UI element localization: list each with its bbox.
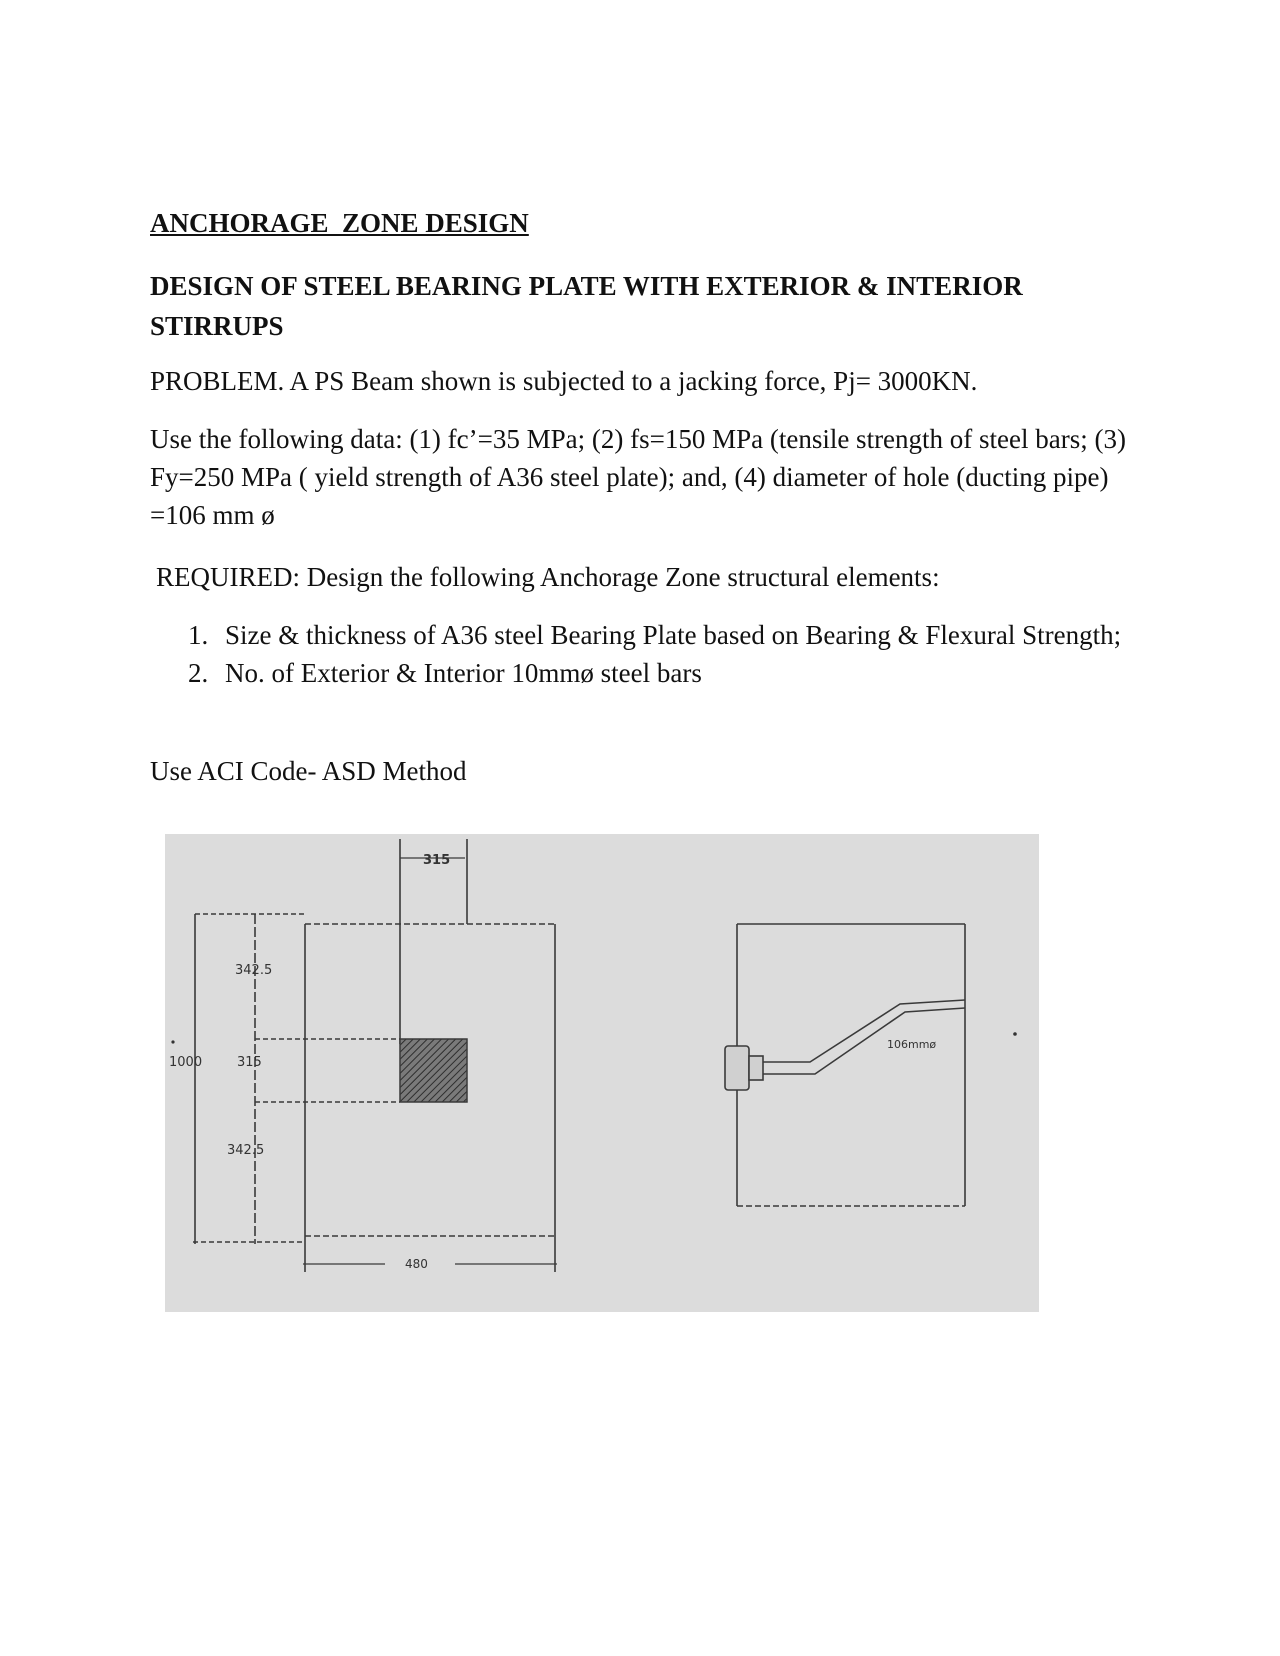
beam-anchorage-figure <box>165 834 1039 1312</box>
given-data: Use the following data: (1) fc’=35 MPa; (2) fs=150 MPa (tensile strength of steel bars; (3) Fy=250 MPa ( yield strength of A36 steel plate); and, (4) diameter of hole (ducting pipe) =106 mm ø <box>150 424 1126 530</box>
dim-bottom-label: 480 <box>405 1257 428 1271</box>
required-list <box>180 616 1140 692</box>
dim-lower-label: 342.5 <box>227 1143 265 1158</box>
method-note: Use ACI Code- ASD Method <box>150 756 467 786</box>
list-item-text: Size & thickness of A36 steel Bearing Plate based on Bearing & Flexural Strength; <box>225 620 1122 650</box>
dim-middle-label: 315 <box>237 1055 262 1070</box>
figure-drawing <box>165 834 1039 1312</box>
list-item-number: 2. <box>188 658 209 688</box>
figure-background <box>165 834 1039 1312</box>
scan-speck <box>171 1040 174 1043</box>
list-item <box>180 616 1140 654</box>
required-heading: REQUIRED: Design the following Anchorage Zone structural elements: <box>156 562 940 592</box>
scan-speck <box>1013 1032 1017 1036</box>
duct-diameter-label: 106mmø <box>887 1038 937 1051</box>
problem-statement: PROBLEM. A PS Beam shown is subjected to a jacking force, Pj= 3000KN. <box>150 366 978 396</box>
dim-upper-label: 342.5 <box>235 963 273 978</box>
bearing-plate <box>400 1039 467 1102</box>
document-subtitle: DESIGN OF STEEL BEARING PLATE WITH EXTERIOR & INTERIOR STIRRUPS <box>150 271 1023 341</box>
dim-total-label: 1000 <box>169 1055 203 1070</box>
list-item-text: No. of Exterior & Interior 10mmø steel bars <box>225 658 702 688</box>
document-title: ANCHORAGE ZONE DESIGN <box>150 208 529 238</box>
dim-top-label: 315 <box>423 853 451 868</box>
list-item-number: 1. <box>188 620 209 650</box>
list-item <box>180 654 1140 692</box>
